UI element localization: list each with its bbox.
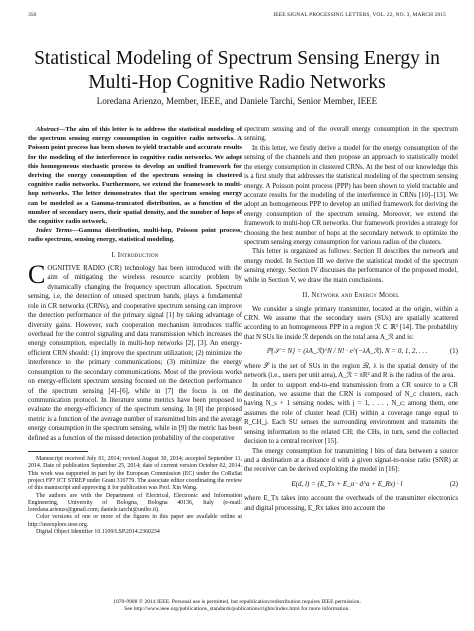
footer-line-2: See http://www.ieee.org/publications_standards/publications/rights/index.html for more information. [124,606,350,613]
abstract-text: The aim of this letter is to address the statistical modeling of the spectrum sensing energy consumption in cognitive radio networks. A Poisson point process has been shown to yield tractable and accurate results for the modeling of the interference in cognitive radio networks. We adopt this homogeneous stochastic process to develop an unified framework for deriving the energy consumption of the spectrum sensing in clustered cognitive radio networks. Furthermore, we extend the framework to multi-hop networks. The letter demonstrates that the spectrum sensing energy can be modeled as a Gamma-truncated distribution, as a function of the number of secondary users, their spatial density, and the number of hops of the cognitive radio network. [28,126,242,226]
section-2-heading: II. Network and Energy Model [302,292,400,300]
authors: Loredana Arienzo, Member, IEEE, and Daniele Tarchi, Senior Member, IEEE [96,96,378,106]
footnote-doi: Digital Object Identifier 10.1109/LSP.2014.2360234 [36,529,160,536]
footnote-rule [28,451,88,452]
journal-header: IEEE SIGNAL PROCESSING LETTERS, VOL. 22, NO. 3, MARCH 2015 [273,12,446,18]
drop-cap: C [28,260,46,290]
index-terms-text: Gamma distribution, multi-hop, Poisson point process, radio spectrum, sensing energy, statistical modeling. [28,227,242,244]
right-paragraph-2: In this letter, we firstly derive a model for the energy consumption of the sensing of the channels and then propose an approach to statistically model the energy consumption in clustered CRNs. At the best of our knowledge this is a first study that addresses the statistical modeling of the spectrum sensing energy. A Poisson point process (PPP) has been shown to yield tractable and accurate results for the modeling of the interference in CRNs [10]–[13]. We adopt an homogeneous PPP to develop an unified framework for deriving the energy consumption of the spectrum sensing. Moreover, we extend the framework to multi-hop CR networks. Our framework provides a strategy for choosing the best number of hops at the secondary network to optimize the spectrum sensing energy consumption for various radius of the clusters. [244,144,458,247]
equation-1-body: ℙ{𝒮 = N} = (λA_ℛ)^N / N! · e^(−λA_ℛ), N = 0, 1, 2, . . . [266,347,428,356]
intro-paragraph [28,260,242,443]
footnote-color: Color versions of one or more of the figures in this paper are available online at http://ieeexplore.ieee.org. [28,514,242,528]
equation-1 [244,347,458,356]
abstract-label: Abstract— [36,126,66,133]
abstract [28,125,242,226]
right-paragraph-7: The energy consumption for transmitting l bits of data between a source and a destination at a distance d with a given signal-to-noise ratio (SNR) at the receiver can be derived exploiting the model in [16]: [244,447,458,474]
intro-text: OGNITIVE RADIO (CR) technology has been introduced with the aim of mitigating the wireless resource scarcity problem by dynamically changing the frequency spectrum allocation. Spectrum sensing, i.e, the detection of unused spectrum bands, plays a fundamental role in CR networks (CRNs), and cooperative spectrum sensing can improve the detection performance of the primary signal [1] by taking advantage of diversity gains. However, such cooperation mechanism introduces traffic overhead for the control signaling and data transmission which increases the energy consumption, especially in multi-hop networks [2], [3]. An energy-efficient CRN should: (1) improve the spectrum utilization; (2) minimize the interference to the primary communications; (3) minimize the energy consumption to the secondary communications. Most of the previous works on energy-efficient spectrum sensing focused on the detection performance of the spectrum sensing [4]–[6], while in [7] the focus is on the communication protocol. In literature some metrics have been proposed to evaluate the energy-efficiency of the spectrum sensing. In [8] the proposed metric is a function of the average number of transmitted bits and the average energy consumption in the spectrum sensing, while in [9] the metric has been defined as a function of the missed detection probability of the cooperative [28,265,242,442]
page-number: 356 [28,12,37,18]
right-paragraph-8: where E_Tx takes into account the overheads of the transmitter electronics and digital processing, E_Rx takes into account the [244,495,458,512]
title-line-2: Multi-Hop Cognitive Radio Networks [88,72,386,93]
right-column [244,125,458,513]
equation-2-number: (2) [449,479,458,488]
title-line-1: Statistical Modeling of Spectrum Sensing Energy in [34,48,440,69]
footnote-manuscript: Manuscript received July 01, 2014; revised August 30, 2014; accepted September 11, 2014. Date of publication September 25, 2014; date of current version October 02, 2014. This work was supported in part by the European Commission (EC) under the CoRaSat project FP7 ICT STREP under Grant 316779. The associate editor coordinating the review of this manuscript and approving it for publication was Prof. Xin Wang. [28,456,242,492]
footnote-affiliation: The authors are with the Department of Electrical, Electronic and Information Engineering, University of Bologna, Bologna 40136, Italy (e-mail: loredana.arienzo@gmail.com; daniele.tarchi@unibo.it). [28,492,242,514]
right-paragraph-3: This letter is organized as follows: Section II describes the network and energy model. In Section III we derive the statistical model of the spectrum sensing energy. Section IV discusses the performance of the proposed model, while in Section V, we draw the main conclusions. [244,248,458,284]
index-terms-label: Index Terms— [36,227,79,235]
copyright-footer [28,599,446,613]
footer-line-1: 1070-9908 © 2014 IEEE. Personal use is permitted, but republication/redistribution requires IEEE permission. [113,599,361,605]
equation-2 [244,480,458,489]
right-paragraph-6: In order to support end-to-end transmission from a CR source to a CR destination, we assume that the CRN is composed of N_c clusters, each having N_s + 1 sensing nodes, with j = 1, . . . , N_c; among them, one assumes the role of cluster head (CH) within a coverage range equal to R_CH_j. Each SU senses the surrounding environment and transmits the sensing information to the related CH; the CHs, in turn, send the collected decision to a central receiver [15]. [244,381,458,446]
right-paragraph-5: where 𝒮 is the set of SUs in the region ℛ, λ is the spatial density of the network (i.e., users per unit area), A_ℛ = πR² and R is the radius of the area. [244,362,458,380]
index-terms [28,226,242,244]
equation-2-body: E(d, l) = (E_Tx + E_α · d^a + E_Rx) · l [291,479,403,488]
left-column [28,125,242,536]
section-1-heading: I. Introduction [111,251,159,259]
equation-1-number: (1) [449,347,458,356]
paper-title [10,47,464,95]
right-paragraph-1: spectrum sensing and of the overall energy consumption in the spectrum sensing. [244,126,458,143]
right-paragraph-4: We consider a single primary transmitter, located at the origin, within a CRN. We assume that the secondary users (SUs) are spatially scattered according to an homogeneous PPP in a region ℛ ⊂ ℝ² [14]. The probability that N SUs lie inside ℛ depends on the total area A_ℛ and is: [244,305,458,341]
